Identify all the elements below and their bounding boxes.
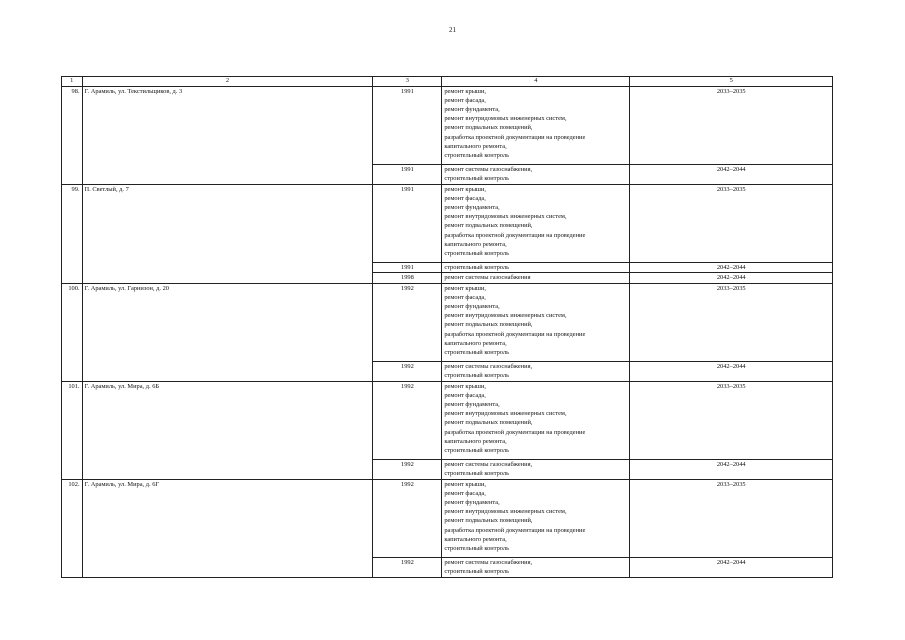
- capital-repair-table: [61, 76, 833, 578]
- cell-spacer: [444, 160, 627, 164]
- work-item: ремонт фундамента,: [444, 302, 500, 310]
- repair-works: [442, 273, 630, 283]
- work-item: ремонт крыши,: [444, 185, 486, 193]
- construction-year: 1992: [373, 381, 442, 460]
- repair-period: 2042–2044: [630, 263, 833, 273]
- column-header: 5: [630, 77, 833, 87]
- repair-period: 2042–2044: [630, 165, 833, 184]
- work-item: ремонт внутридомовых инженерных систем,: [444, 213, 567, 221]
- work-item: ремонт подвальных помещений,: [444, 419, 533, 427]
- cell-spacer: [444, 455, 627, 459]
- work-item: ремонт крыши,: [444, 87, 486, 95]
- column-header: 3: [373, 77, 442, 87]
- work-item: ремонт крыши,: [444, 480, 486, 488]
- repair-period: 2042–2044: [630, 362, 833, 381]
- column-header: 2: [82, 77, 373, 87]
- cell-spacer: [444, 553, 627, 557]
- work-item: ремонт крыши,: [444, 382, 486, 390]
- work-item: ремонт крыши,: [444, 284, 486, 292]
- work-item: капитального ремонта,: [444, 339, 507, 347]
- work-item: строительный контроль: [444, 447, 510, 455]
- construction-year: 1992: [373, 558, 442, 577]
- table-row: [62, 283, 833, 362]
- work-item: ремонт внутридомовых инженерных систем,: [444, 115, 567, 123]
- repair-period: 2042–2044: [630, 273, 833, 283]
- work-item: строительный контроль: [444, 470, 510, 478]
- cell-spacer: [444, 357, 627, 361]
- repair-period: 2033–2035: [630, 86, 833, 165]
- work-item: строительный контроль: [444, 545, 510, 553]
- repair-works: [442, 381, 630, 460]
- repair-period: 2042–2044: [630, 558, 833, 577]
- building-number: 101.: [62, 381, 83, 479]
- repair-works: [442, 165, 630, 184]
- work-item: ремонт фасада,: [444, 293, 486, 301]
- work-item: ремонт подвальных помещений,: [444, 321, 533, 329]
- building-number: 98.: [62, 86, 83, 184]
- work-item: ремонт системы газоснабжения,: [444, 166, 533, 174]
- repair-works: [442, 558, 630, 577]
- construction-year: 1992: [373, 479, 442, 558]
- work-item: строительный контроль: [444, 175, 510, 183]
- table-body: [62, 77, 833, 578]
- work-item: ремонт подвальных помещений,: [444, 222, 533, 230]
- work-item: ремонт фасада,: [444, 489, 486, 497]
- repair-works: [442, 460, 630, 479]
- work-item: разработка проектной документации на проведение: [444, 231, 586, 239]
- building-address: Г. Арамиль, ул. Гарнизон, д. 20: [82, 283, 373, 381]
- construction-year: 1991: [373, 165, 442, 184]
- work-item: строительный контроль: [444, 568, 510, 576]
- building-address: Г. Арамиль, ул. Мира, д. 6Б: [82, 381, 373, 479]
- work-item: строительный контроль: [444, 151, 510, 159]
- work-item: ремонт внутридомовых инженерных систем,: [444, 508, 567, 516]
- building-number: 102.: [62, 479, 83, 577]
- table-row: [62, 479, 833, 558]
- work-item: ремонт фундамента,: [444, 499, 500, 507]
- construction-year: 1991: [373, 86, 442, 165]
- work-item: ремонт системы газоснабжения: [444, 274, 531, 282]
- repair-period: 2033–2035: [630, 479, 833, 558]
- work-item: капитального ремонта,: [444, 142, 507, 150]
- work-item: ремонт системы газоснабжения,: [444, 461, 533, 469]
- construction-year: 1998: [373, 273, 442, 283]
- work-item: ремонт фундамента,: [444, 401, 500, 408]
- work-item: ремонт системы газоснабжения,: [444, 363, 533, 371]
- work-item: строительный контроль: [444, 264, 510, 272]
- construction-year: 1991: [373, 184, 442, 263]
- work-item: ремонт фасада,: [444, 96, 486, 104]
- work-item: разработка проектной документации на проведение: [444, 428, 586, 436]
- repair-works: [442, 86, 630, 165]
- work-item: ремонт подвальных помещений,: [444, 517, 533, 525]
- column-number-row: [62, 77, 833, 87]
- work-item: ремонт фундамента,: [444, 105, 500, 113]
- repair-period: 2033–2035: [630, 381, 833, 460]
- work-item: ремонт фасада,: [444, 194, 486, 202]
- building-number: 100.: [62, 283, 83, 381]
- repair-period: 2033–2035: [630, 283, 833, 362]
- table-row: [62, 184, 833, 263]
- building-address: П. Светлый, д. 7: [82, 184, 373, 283]
- repair-period: 2033–2035: [630, 184, 833, 263]
- page-number: 21: [449, 26, 456, 34]
- column-header: 1: [62, 77, 83, 87]
- table-row: [62, 86, 833, 165]
- construction-year: 1992: [373, 460, 442, 479]
- work-item: строительный контроль: [444, 372, 510, 380]
- work-item: строительный контроль: [444, 249, 510, 257]
- repair-works: [442, 362, 630, 381]
- work-item: разработка проектной документации на проведение: [444, 133, 586, 141]
- construction-year: 1992: [373, 283, 442, 362]
- work-item: капитального ремонта,: [444, 240, 507, 248]
- work-item: разработка проектной документации на проведение: [444, 526, 586, 534]
- work-item: ремонт внутридомовых инженерных систем,: [444, 410, 567, 418]
- repair-works: [442, 263, 630, 273]
- table-row: [62, 381, 833, 460]
- repair-works: [442, 479, 630, 558]
- work-item: ремонт фундамента,: [444, 203, 500, 211]
- repair-period: 2042–2044: [630, 460, 833, 479]
- work-item: разработка проектной документации на проведение: [444, 330, 586, 338]
- construction-year: 1992: [373, 362, 442, 381]
- building-address: Г. Арамиль, ул. Мира, д. 6Г: [82, 479, 373, 577]
- building-address: Г. Арамиль, ул. Текстильщиков, д. 3: [82, 86, 373, 184]
- work-item: ремонт фасада,: [444, 391, 486, 399]
- cell-spacer: [444, 258, 627, 262]
- work-item: капитального ремонта,: [444, 437, 507, 445]
- column-header: 4: [442, 77, 630, 87]
- repair-works: [442, 283, 630, 362]
- work-item: капитального ремонта,: [444, 535, 507, 543]
- work-item: ремонт подвальных помещений,: [444, 124, 533, 132]
- work-item: строительный контроль: [444, 348, 510, 356]
- construction-year: 1991: [373, 263, 442, 273]
- repair-works: [442, 184, 630, 263]
- work-item: ремонт системы газоснабжения,: [444, 559, 533, 567]
- work-item: ремонт внутридомовых инженерных систем,: [444, 312, 567, 320]
- building-number: 99.: [62, 184, 83, 283]
